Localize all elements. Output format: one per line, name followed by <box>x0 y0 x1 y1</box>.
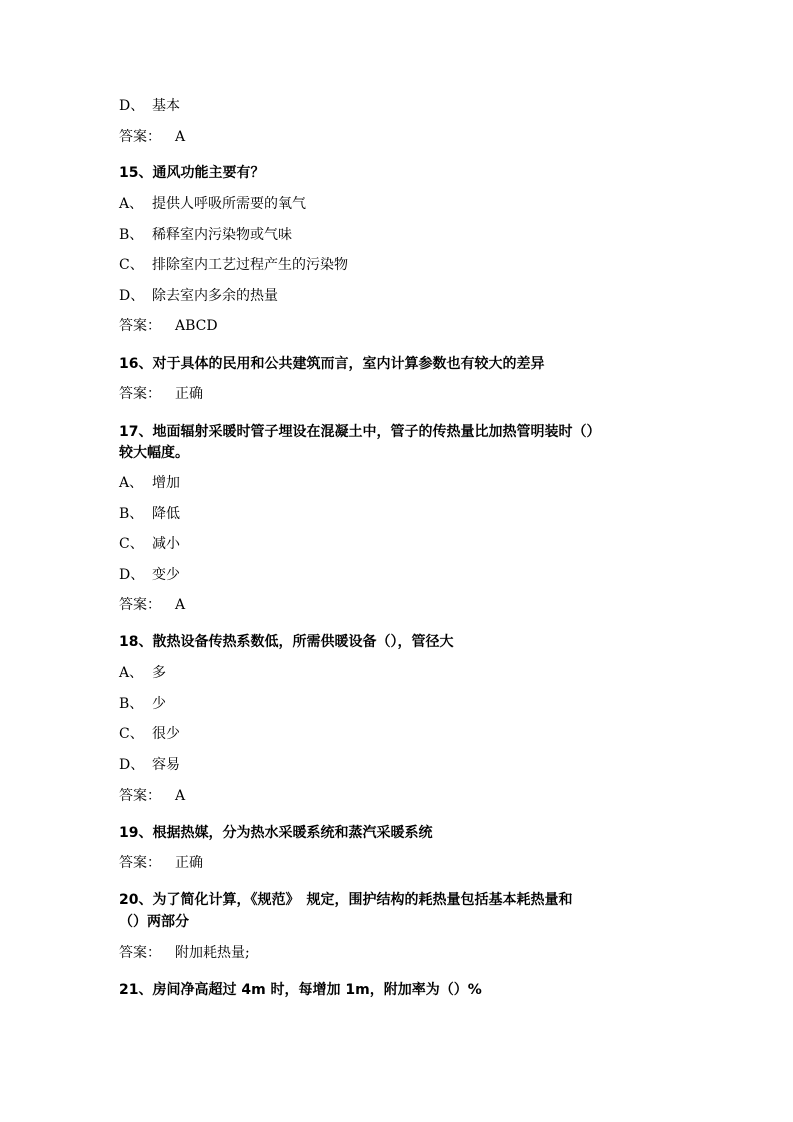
option-item <box>119 663 166 683</box>
answer-line <box>119 316 218 336</box>
answer-value: A <box>175 129 186 145</box>
option-label: C、 <box>119 726 144 742</box>
option-item <box>119 565 180 585</box>
answer-value: A <box>175 597 186 613</box>
answer-line <box>119 786 185 806</box>
option-text: 减小 <box>152 536 180 552</box>
answer-value: A <box>175 788 186 804</box>
option-text: 变少 <box>152 567 180 583</box>
option-item <box>119 255 348 275</box>
option-item <box>119 755 180 775</box>
option-label: A、 <box>119 196 144 212</box>
question-title: 20、为了简化计算，《规范》 规定，围护结构的耗热量包括基本耗热量和 <box>119 892 573 908</box>
answer-line <box>119 384 203 404</box>
option-text: 基本 <box>152 98 180 114</box>
option-label: D、 <box>119 757 145 773</box>
answer-label: 答案： <box>119 129 161 145</box>
answer-line <box>119 943 250 963</box>
option-item <box>119 473 180 493</box>
option-label: B、 <box>119 227 144 243</box>
option-item <box>119 286 278 306</box>
option-item <box>119 504 180 524</box>
answer-label: 答案： <box>119 945 161 961</box>
question-title-continued: （）两部分 <box>119 914 189 930</box>
option-text: 除去室内多余的热量 <box>152 288 278 304</box>
question-title: 19、根据热媒，分为热水采暖系统和蒸汽采暖系统 <box>119 825 433 841</box>
question-title-continued: 较大幅度。 <box>119 445 189 461</box>
answer-label: 答案： <box>119 788 161 804</box>
option-text: 多 <box>152 665 166 681</box>
option-item <box>119 96 180 116</box>
answer-line <box>119 127 185 147</box>
option-item <box>119 225 292 245</box>
option-item <box>119 724 180 744</box>
answer-label: 答案： <box>119 597 161 613</box>
answer-value: 附加耗热量; <box>175 945 250 961</box>
option-label: D、 <box>119 567 145 583</box>
question-title: 16、对于具体的民用和公共建筑而言，室内计算参数也有较大的差异 <box>119 356 545 372</box>
option-text: 少 <box>152 696 166 712</box>
option-label: A、 <box>119 665 144 681</box>
question-title: 15、通风功能主要有？ <box>119 165 265 181</box>
answer-line <box>119 595 185 615</box>
answer-label: 答案： <box>119 386 161 402</box>
option-label: D、 <box>119 288 145 304</box>
answer-line <box>119 853 203 873</box>
option-label: C、 <box>119 536 144 552</box>
option-text: 稀释室内污染物或气味 <box>152 227 292 243</box>
option-text: 容易 <box>152 757 180 773</box>
answer-label: 答案： <box>119 318 161 334</box>
question-title: 21、房间净高超过 4m 时，每增加 1m，附加率为（）% <box>119 982 482 998</box>
option-text: 降低 <box>152 506 180 522</box>
option-label: C、 <box>119 257 144 273</box>
answer-label: 答案： <box>119 855 161 871</box>
answer-value: 正确 <box>175 855 203 871</box>
option-text: 很少 <box>152 726 180 742</box>
option-item <box>119 694 166 714</box>
option-label: B、 <box>119 506 144 522</box>
option-text: 增加 <box>152 475 180 491</box>
option-item <box>119 194 306 214</box>
answer-value: 正确 <box>175 386 203 402</box>
option-item <box>119 534 180 554</box>
question-title: 17、地面辐射采暖时管子埋设在混凝土中，管子的传热量比加热管明装时（） <box>119 424 601 440</box>
option-label: A、 <box>119 475 144 491</box>
question-title: 18、散热设备传热系数低，所需供暖设备（），管径大 <box>119 634 454 650</box>
option-text: 排除室内工艺过程产生的污染物 <box>152 257 348 273</box>
option-text: 提供人呼吸所需要的氧气 <box>152 196 306 212</box>
answer-value: ABCD <box>175 318 218 334</box>
option-label: D、 <box>119 98 145 114</box>
option-label: B、 <box>119 696 144 712</box>
